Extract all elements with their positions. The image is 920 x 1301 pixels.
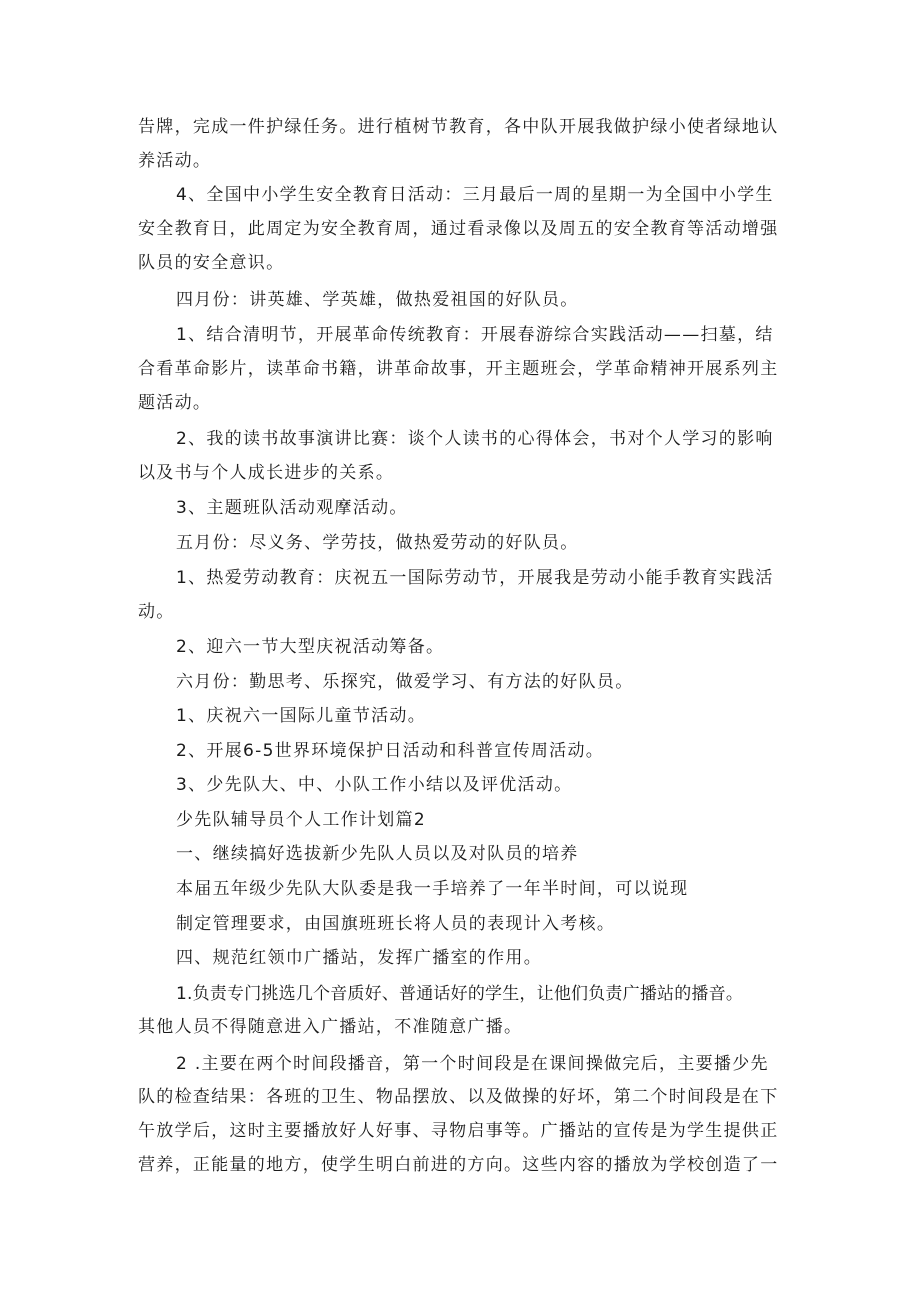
section-heading: 六月份：勤思考、乐探究，做爱学习、有方法的好队员。: [176, 672, 634, 692]
text-line: 本届五年级少先队大队委是我一手培养了一年半时间，可以说现: [176, 879, 689, 899]
section-heading: 一、继续搞好选拔新少先队人员以及对队员的培养: [176, 844, 579, 864]
text-line: 4、全国中小学生安全教育日活动：三月最后一周的星期一为全国中小学生: [176, 185, 774, 205]
text-line: 队的检查结果：各班的卫生、物品摆放、以及做操的好坏，第二个时间段是在下: [138, 1087, 779, 1107]
text-line: 制定管理要求，由国旗班班长将人员的表现计入考核。: [176, 914, 616, 934]
text-line: 动。: [138, 602, 175, 622]
text-line: 2 .主要在两个时间段播音，第一个时间段是在课间操做完后，主要播少先: [176, 1054, 769, 1074]
section-heading: 五月份：尽义务、学劳技，做热爱劳动的好队员。: [176, 533, 579, 553]
text-line: 合看革命影片，读革命书籍，讲革命故事，开主题班会，学革命精神开展系列主: [138, 359, 779, 379]
article-title: 少先队辅导员个人工作计划篇2: [176, 810, 427, 830]
text-line: 题活动。: [138, 393, 212, 413]
section-heading: 四月份：讲英雄、学英雄，做热爱祖国的好队员。: [176, 290, 579, 310]
text-line: 2、迎六一节大型庆祝活动筹备。: [176, 637, 445, 657]
text-line: 队员的安全意识。: [138, 253, 285, 273]
text-line: 营养，正能量的地方，使学生明白前进的方向。这些内容的播放为学校创造了一: [138, 1155, 779, 1175]
text-line: 3、少先队大、中、小队工作小结以及评优活动。: [176, 775, 573, 795]
text-line: 1、庆祝六一国际儿童节活动。: [176, 706, 427, 726]
text-line: 其他人员不得随意进入广播站，不准随意广播。: [138, 1017, 523, 1037]
section-heading: 四、规范红领巾广播站，发挥广播室的作用。: [176, 948, 542, 968]
text-line: 1.负责专门挑选几个音质好、普通话好的学生，让他们负责广播站的播音。: [176, 984, 744, 1004]
text-line: 告牌，完成一件护绿任务。进行植树节教育，各中队开展我做护绿小使者绿地认: [138, 117, 779, 137]
text-line: 2、我的读书故事演讲比赛：谈个人读书的心得体会，书对个人学习的影响: [176, 429, 774, 449]
text-line: 1、热爱劳动教育：庆祝五一国际劳动节，开展我是劳动小能手教育实践活: [176, 568, 774, 588]
text-line: 养活动。: [138, 151, 212, 171]
text-line: 2、开展6-5世界环境保护日活动和科普宣传周活动。: [176, 741, 605, 761]
text-line: 午放学后，这时主要播放好人好事、寻物启事等。广播站的宣传是为学生提供正: [138, 1121, 779, 1141]
text-line: 3、主题班队活动观摩活动。: [176, 498, 408, 518]
text-line: 1、结合清明节，开展革命传统教育：开展春游综合实践活动——扫墓，结: [176, 325, 774, 345]
text-line: 安全教育日，此周定为安全教育周，通过看录像以及周五的安全教育等活动增强: [138, 219, 779, 239]
text-line: 以及书与个人成长进步的关系。: [138, 463, 395, 483]
